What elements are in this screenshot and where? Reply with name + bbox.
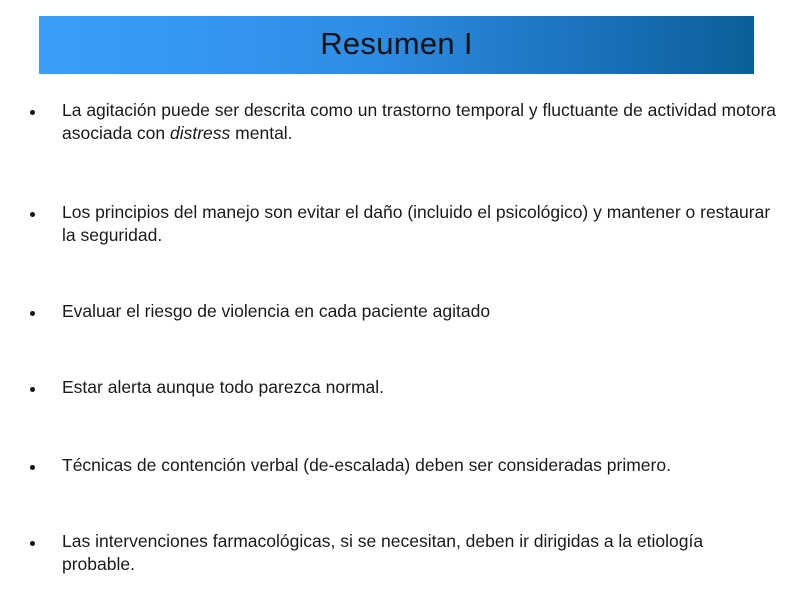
slide-title: Resumen I [320,26,473,61]
bullet-text: Técnicas de contención verbal (de-escalada) deben ser consideradas primero. [62,455,671,475]
bullet-text: Los principios del manejo son evitar el daño (incluido el psicológico) y mantener o restaurar la seguridad. [62,202,771,245]
bullet-text-start: La agitación puede ser descrita como un trastorno temporal y fluctuante de actividad motora asociada con [62,100,777,143]
bullet-text: Las intervenciones farmacológicas, si se necesitan, deben ir dirigidas a la etiología probable. [62,531,704,574]
bullet-dot-icon [30,110,35,115]
bullet-text-emphasis: distress [170,123,231,143]
bullet-dot-icon [30,541,35,546]
bullet-text: Evaluar el riesgo de violencia en cada paciente agitado [62,301,491,321]
bullet-text-end: mental. [230,123,293,143]
bullet-dot-icon [30,311,35,316]
bullet-dot-icon [30,465,35,470]
bullet-text [62,99,780,145]
bullet-dot-icon [30,387,35,392]
bullet-dot-icon [30,212,35,217]
bullet-text: Estar alerta aunque todo parezca normal. [62,377,384,397]
